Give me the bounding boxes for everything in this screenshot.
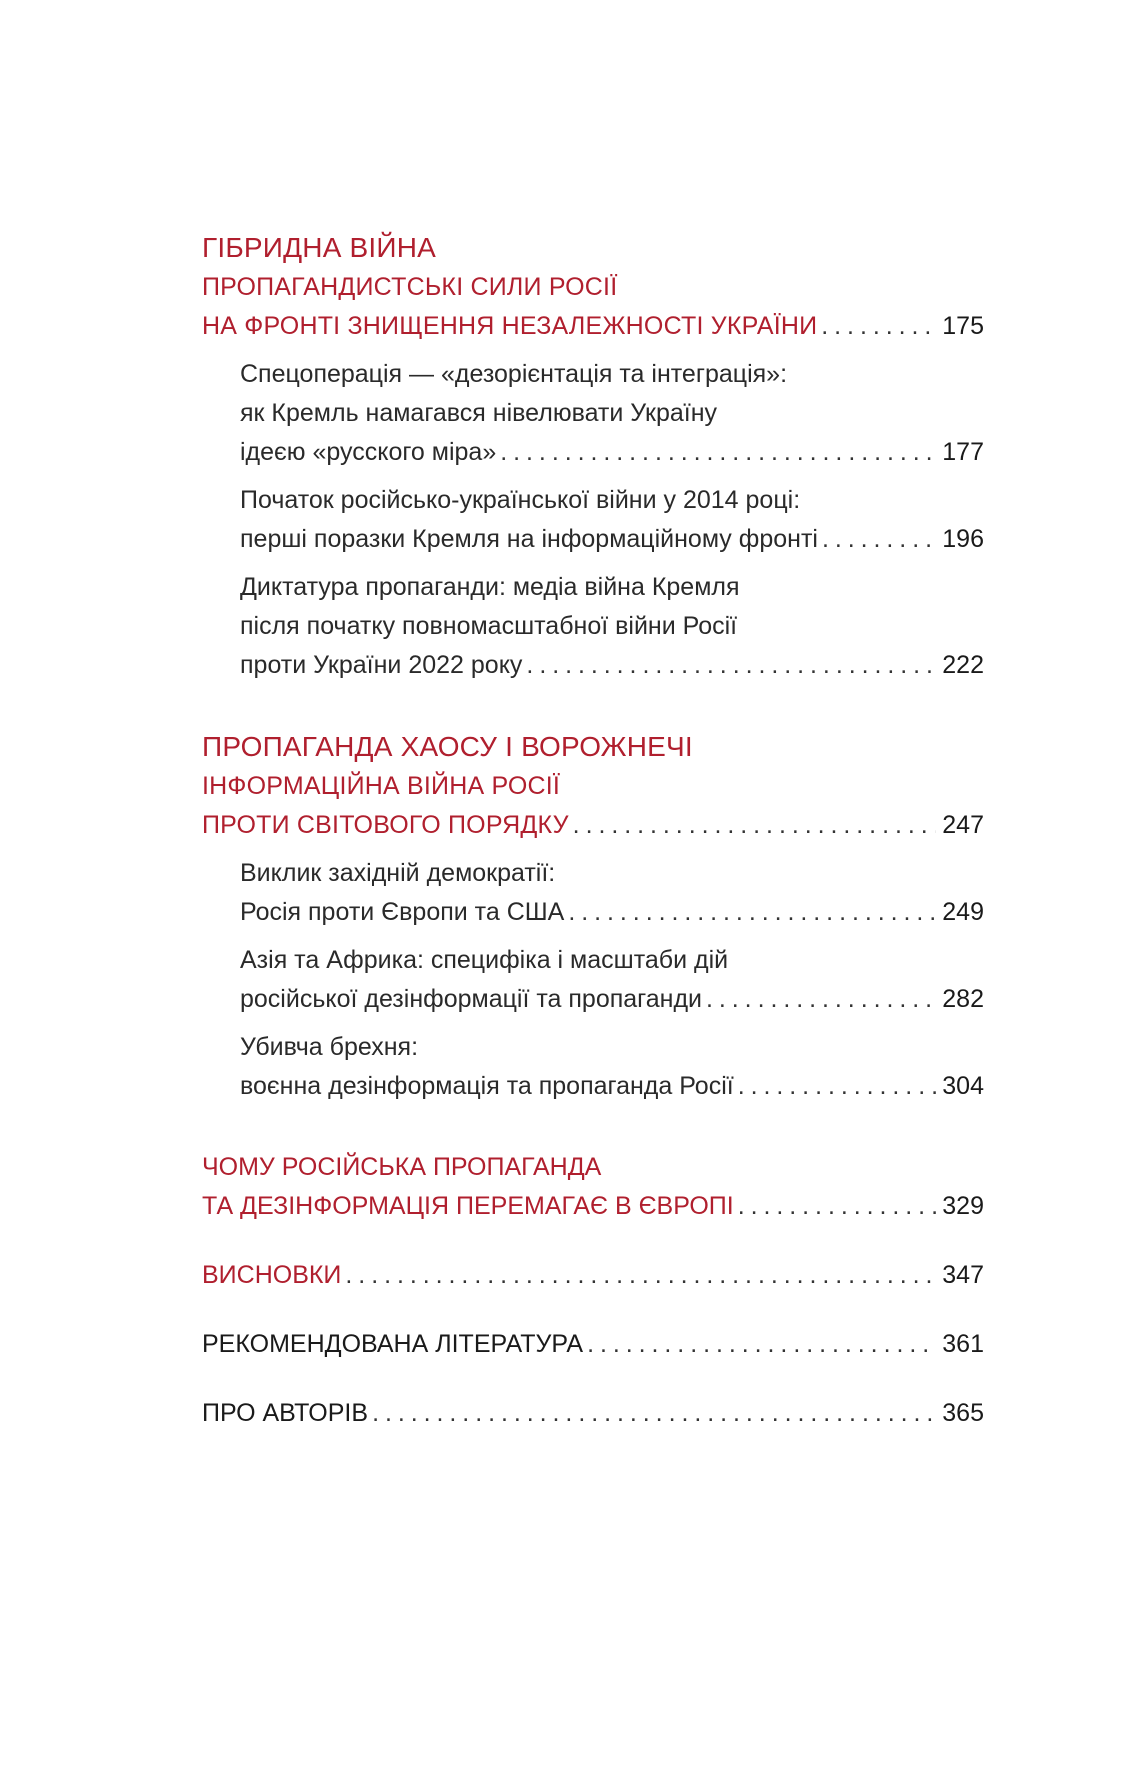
chapter-title-line: Росія проти Європи та США (240, 898, 565, 926)
page-number: 365 (942, 1399, 984, 1427)
section-title: ПРО АВТОРІВ (202, 1399, 369, 1427)
dot-leader (706, 980, 936, 1019)
toc-entry-literature[interactable] (202, 1325, 984, 1364)
dot-leader (573, 806, 937, 845)
dot-leader (526, 646, 936, 685)
chapter-title-line: Спецоперація — «дезорієнтація та інтеграція»: (240, 360, 788, 388)
chapter-title-line: російської дезінформації та пропаганди (240, 985, 702, 1013)
toc-part-1 (202, 228, 984, 685)
page-number: 347 (942, 1261, 984, 1289)
chapter-list (202, 355, 984, 685)
dot-leader (822, 520, 936, 559)
toc-entry-chapter[interactable] (240, 1028, 984, 1106)
chapter-title-line: Азія та Африка: специфіка і масштаби дій (240, 946, 729, 974)
part-title-text: ПРОПАГАНДА ХАОСУ І ВОРОЖНЕЧІ (202, 731, 693, 762)
toc-entry-conclusions[interactable] (202, 1256, 984, 1295)
section-title: РЕКОМЕНДОВАНА ЛІТЕРАТУРА (202, 1330, 584, 1358)
dot-leader (738, 1067, 937, 1106)
chapter-title-line: як Кремль намагався нівелювати Україну (240, 399, 718, 427)
page-number: 247 (942, 811, 984, 839)
part-title (202, 727, 984, 767)
toc-entry-chapter[interactable] (240, 568, 984, 685)
part-subtitle-text: ПРОТИ СВІТОВОГО ПОРЯДКУ (202, 811, 569, 839)
page-number: 175 (942, 312, 984, 340)
toc-entry-why-section[interactable] (202, 1148, 984, 1226)
page-number: 304 (942, 1072, 984, 1100)
section-title: ВИСНОВКИ (202, 1261, 342, 1289)
dot-leader (821, 307, 936, 346)
section-title-line: ТА ДЕЗІНФОРМАЦІЯ ПЕРЕМАГАЄ В ЄВРОПІ (202, 1192, 734, 1220)
section-title-line: ЧОМУ РОСІЙСЬКА ПРОПАГАНДА (202, 1153, 602, 1181)
page-number: 329 (942, 1192, 984, 1220)
toc-entry-authors[interactable] (202, 1394, 984, 1433)
part-subtitle-text: ІНФОРМАЦІЙНА ВІЙНА РОСІЇ (202, 772, 561, 800)
toc-entry-chapter[interactable] (240, 355, 984, 472)
part-title (202, 228, 984, 268)
chapter-title-line: перші поразки Кремля на інформаційному фронті (240, 525, 818, 553)
dot-leader (372, 1394, 936, 1433)
chapter-title-line: проти України 2022 року (240, 651, 523, 679)
page-number: 222 (942, 651, 984, 679)
table-of-contents (202, 228, 984, 1433)
page-number: 282 (942, 985, 984, 1013)
toc-entry-chapter[interactable] (240, 481, 984, 559)
chapter-title-line: Убивча брехня: (240, 1033, 419, 1061)
dot-leader (568, 893, 936, 932)
page-number: 196 (942, 525, 984, 553)
dot-leader (587, 1325, 936, 1364)
dot-leader (738, 1187, 937, 1226)
page-number: 361 (942, 1330, 984, 1358)
toc-entry-part-2[interactable] (202, 806, 984, 845)
toc-entry-chapter[interactable] (240, 854, 984, 932)
part-subtitle-line (202, 767, 984, 806)
part-subtitle-text: НА ФРОНТІ ЗНИЩЕННЯ НЕЗАЛЕЖНОСТІ УКРАЇНИ (202, 312, 818, 340)
chapter-title-line: ідеєю «русского міра» (240, 438, 497, 466)
chapter-title-line: Початок російсько-української війни у 2014 році: (240, 486, 801, 514)
toc-part-2 (202, 727, 984, 1106)
chapter-list (202, 854, 984, 1106)
dot-leader (500, 433, 936, 472)
chapter-title-line: після початку повномасштабної війни Росії (240, 612, 738, 640)
page-number: 177 (942, 438, 984, 466)
dot-leader (345, 1256, 936, 1295)
chapter-title-line: воєнна дезінформація та пропаганда Росії (240, 1072, 734, 1100)
chapter-title-line: Диктатура пропаганди: медіа війна Кремля (240, 573, 740, 601)
chapter-title-line: Виклик західній демократії: (240, 859, 556, 887)
part-subtitle-line (202, 268, 984, 307)
part-title-text: ГІБРИДНА ВІЙНА (202, 232, 437, 263)
toc-entry-chapter[interactable] (240, 941, 984, 1019)
page-number: 249 (942, 898, 984, 926)
toc-entry-part-1[interactable] (202, 307, 984, 346)
part-subtitle-text: ПРОПАГАНДИСТСЬКІ СИЛИ РОСІЇ (202, 273, 618, 301)
